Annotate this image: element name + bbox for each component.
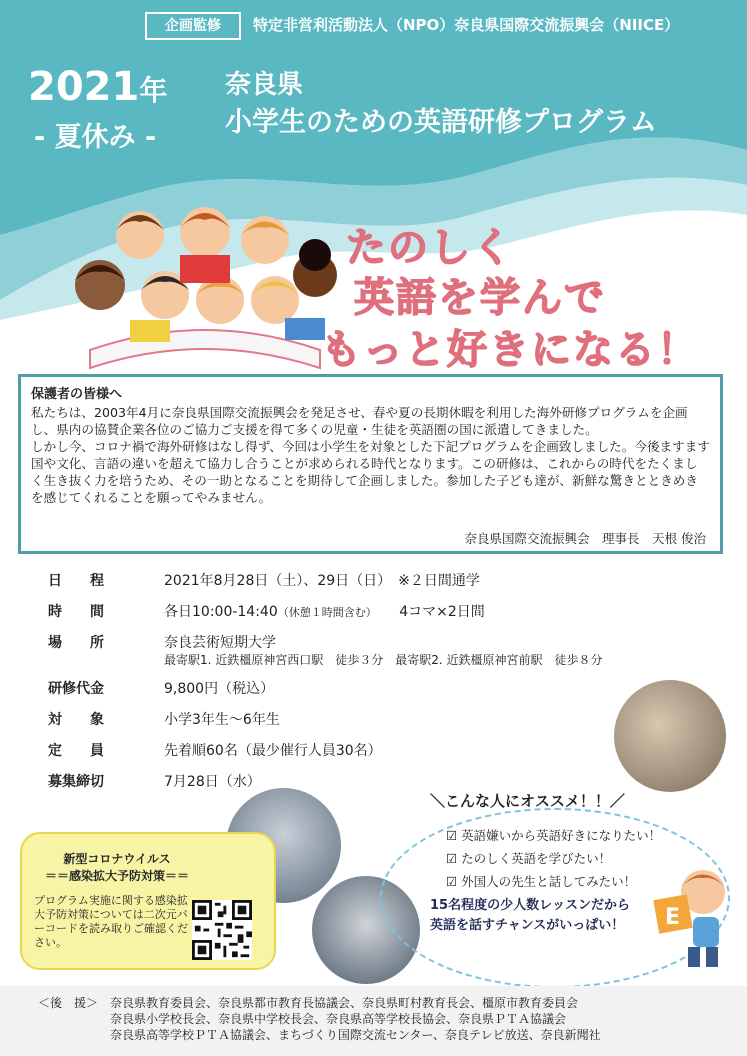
place-access: 最寄駅1. 近鉄橿原神宮西口駅 徒歩３分 最寄駅2. 近鉄橿原神宮前駅 徒歩８分 [164,653,603,667]
slogan-line-1: たのしく [346,225,514,271]
covid-body: プログラム実施に関する感染拡大予防対策については二次元バーコードを読み取りご確認ください。 [34,894,188,949]
year-suffix: 年 [139,74,168,107]
qr-code[interactable] [192,900,252,960]
supporters-label: ＜後 援＞ [38,996,99,1010]
covid-measures-box [20,832,276,970]
season-label: - 夏休み - [34,122,157,153]
capacity-value: 先着順60名（最少催行人員30名） [164,743,382,759]
recommend-title: ＼こんな人にオススメ！！／ [430,792,625,810]
boy-with-block-illustration [648,862,738,972]
fee-label: 研修代金 [48,681,104,697]
place-value: 奈良芸術短期大学 [164,635,276,651]
prefecture-label: 奈良県 [225,70,304,100]
detail-row-capacity [48,740,688,771]
detail-row-time [48,601,688,632]
recommend-item-2: ☑ たのしく英語を学びたい！ [446,851,612,866]
message-to-parents [18,374,723,554]
year-number: 2021 [28,64,140,110]
slogan-line-3: もっと好きになる！ [321,327,699,373]
supervision-tag: 企画監修 [145,12,241,40]
slogan-line-2: 英語を学んで [354,275,606,321]
program-year [28,64,167,110]
supporters-line-2: 奈良県小学校長会、奈良県中学校長会、奈良県高等学校長協会、奈良県ＰＴＡ協議会 [110,1012,567,1026]
time-label: 時 間 [48,604,104,620]
time-extra: 4コマ×2日間 [399,604,485,620]
time-value-wrap [164,601,485,621]
organizer-name: 特定非営利活動法人（NPO）奈良県国際交流振興会（NIICE） [253,16,680,34]
deadline-label: 募集締切 [48,774,104,790]
message-heading: 保護者の皆様へ [31,387,123,402]
message-signature: 奈良県国際交流振興会 理事長 天根 俊治 [464,531,706,546]
date-value: 2021年8月28日（土）、29日（日） ※２日間通学 [164,573,480,589]
detail-row-place [48,632,688,678]
lesson-line-1: 15名程度の少人数レッスンだから [430,898,630,913]
message-paragraph-1: 私たちは、2003年4月に奈良県国際交流振興会を発足させ、春や夏の長期休暇を利用した海外研修プログラムを企画し、県内の協賛企業各位のご協力ご支援を得て多くの児童・生徒を英語圏の国に派遣してきました。 [31,405,688,437]
detail-row-date [48,570,688,601]
capacity-label: 定 員 [48,743,104,759]
supporters-line-3: 奈良県高等学校ＰＴＡ協議会、まちづくり国際交流センター、奈良テレビ放送、奈良新聞社 [110,1028,601,1042]
svg-text:E: E [665,905,681,930]
target-value: 小学3年生～6年生 [164,712,280,728]
supporters-line-1: 奈良県教育委員会、奈良県都市教育長協議会、奈良県町村教育長会、橿原市教育委員会 [110,996,579,1010]
recommend-item-1: ☑ 英語嫌いから英語好きになりたい！ [446,828,662,843]
target-label: 対 象 [48,712,104,728]
time-value: 各日10:00-14:40 [164,604,278,620]
detail-row-target [48,709,688,740]
covid-title: 新型コロナウイルス [63,852,171,866]
deadline-value: 7月28日（水） [164,774,261,790]
message-paragraph-2: しかし今、コロナ禍で海外研修はなし得ず、今回は小学生を対象とした下記プログラムを企画致しました。今後ますます国や文化、言語の違いを超えて協力し合うことが求められる時代となります。この研修は、これからの時代をたくましく生き抜く力を培うため、その一助となることを期待して企画しました。参加した子ども達が、新鮮な驚きとときめきを感じてくれることを願ってやみません。 [31,439,710,505]
place-label: 場 所 [48,635,104,651]
program-details [48,570,688,802]
fee-value: 9,800円（税込） [164,681,275,697]
lesson-line-2: 英語を話すチャンスがいっぱい！ [430,918,625,933]
supporters-section [0,986,747,1056]
recommend-item-3: ☑ 外国人の先生と話してみたい！ [446,874,637,889]
program-title: 小学生のための英語研修プログラム [225,107,657,138]
time-note: （休憩１時間含む） [277,606,372,619]
covid-subtitle: ＝＝感染拡大予防対策＝＝ [44,869,189,883]
detail-row-fee [48,678,688,709]
date-label: 日 程 [48,573,104,589]
small-lesson-note [430,896,630,936]
classroom-photo-right [614,680,726,792]
